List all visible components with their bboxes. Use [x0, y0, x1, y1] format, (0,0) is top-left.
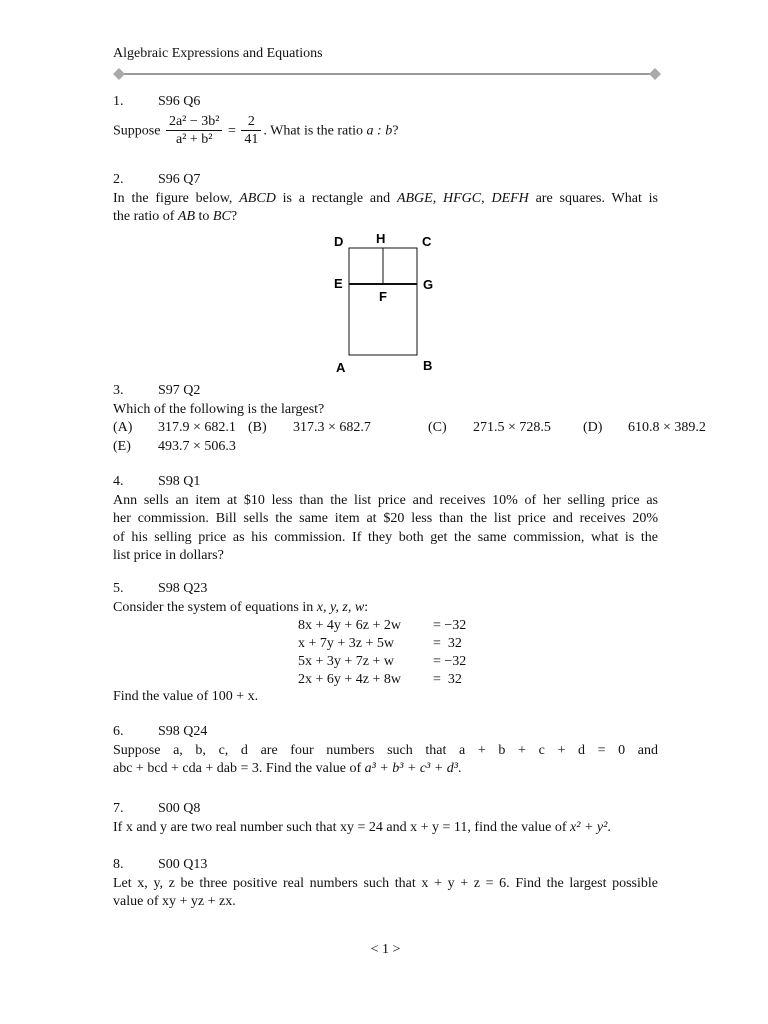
- fraction-right: [241, 114, 261, 149]
- question-code: S98 Q1: [158, 474, 201, 489]
- question-code: S00 Q8: [158, 801, 201, 816]
- question-2: [113, 171, 658, 227]
- label-bc: BC: [212, 209, 231, 224]
- punctuation: ,: [481, 190, 485, 206]
- ratio-expression: a : b: [366, 123, 393, 139]
- equation-lhs: 5x + 3y + 7z + w: [298, 654, 395, 669]
- text: If x and y are two real number such that xy = 24 and x + y = 11, find the value of: [113, 819, 567, 835]
- text: abc + bcd + cda + dab = 3. Find the value of: [113, 761, 362, 776]
- equation-rhs: = 32: [433, 636, 462, 651]
- question-text-line: Let x, y, z be three positive real numbers such that x + y + z = 6. Find the largest possible: [113, 875, 658, 891]
- option-value: 271.5 × 728.5: [473, 420, 551, 435]
- text: to: [198, 209, 210, 224]
- options-row: [113, 419, 706, 438]
- punctuation: ?: [230, 209, 238, 224]
- question-code: S96 Q7: [158, 172, 201, 187]
- text: Consider the system of equations in: [113, 599, 314, 615]
- denominator: a² + b²: [175, 131, 213, 147]
- question-1: [113, 93, 658, 149]
- option-value: 317.9 × 682.1: [158, 420, 236, 435]
- equation-row: [298, 671, 466, 689]
- label-d: D: [334, 234, 344, 249]
- question-code: S98 Q24: [158, 724, 208, 739]
- equation-lhs: 2x + 6y + 4z + 8w: [298, 672, 402, 687]
- question-text-line: [113, 208, 658, 227]
- label-defh: DEFH: [491, 190, 529, 206]
- rule-diamond-right: [649, 68, 661, 80]
- question-text: Suppose: [113, 123, 161, 139]
- text: are squares. What is: [535, 190, 659, 206]
- option-key: (B): [248, 420, 267, 435]
- punctuation: ?: [392, 123, 399, 139]
- expression: x² + y²: [570, 819, 608, 835]
- question-text-line: [113, 760, 658, 779]
- question-7: [113, 800, 658, 837]
- question-text: Find the value of 100 + x.: [113, 689, 259, 704]
- label-a: A: [336, 360, 346, 375]
- page: [113, 0, 706, 1024]
- equation-rhs: = −32: [433, 654, 467, 669]
- question-text-line: [113, 819, 658, 838]
- equation-lhs: 8x + 4y + 6z + 2w: [298, 618, 402, 633]
- rule-diamond-left: [113, 68, 125, 80]
- question-number: 2.: [113, 172, 124, 187]
- question-text-line: list price in dollars?: [113, 548, 224, 563]
- text: the ratio of: [113, 209, 175, 224]
- option-value: 493.7 × 506.3: [158, 438, 236, 454]
- options-row: [113, 438, 658, 457]
- question-number: 1.: [113, 94, 124, 109]
- page-number: < 1 >: [370, 942, 401, 957]
- question-text-line: value of xy + yz + zx.: [113, 894, 236, 909]
- punctuation: ,: [432, 190, 437, 206]
- question-text-line: of his selling price as his commission. If they both get the same commission, what is the: [113, 529, 658, 545]
- label-g: G: [423, 277, 434, 292]
- option-key: (A): [113, 420, 133, 435]
- question-3: [113, 382, 706, 456]
- equals-sign: =: [227, 123, 236, 139]
- question-text: . What is the ratio: [263, 123, 364, 139]
- numerator: 2: [241, 114, 261, 131]
- variables: x, y, z, w: [316, 599, 365, 615]
- option-value: 610.8 × 389.2: [628, 420, 706, 435]
- numerator: 2a² − 3b²: [166, 114, 223, 131]
- text: is a rectangle and: [282, 190, 391, 206]
- punctuation: .: [457, 761, 462, 776]
- question-text-line: Ann sells an item at $10 less than the list price and receives 10% of her selling price as: [113, 492, 658, 508]
- punctuation: .: [607, 819, 611, 835]
- question-number: 6.: [113, 724, 124, 739]
- equation-row: [298, 653, 466, 671]
- equation-system: [298, 617, 466, 689]
- option-key: (C): [428, 420, 447, 435]
- question-5: [113, 580, 658, 617]
- page-header: Algebraic Expressions and Equations: [113, 46, 323, 61]
- question-code: S97 Q2: [158, 383, 201, 398]
- label-c: C: [422, 234, 432, 249]
- header-rule: [113, 68, 661, 80]
- question-number: 5.: [113, 581, 124, 596]
- question-6: [113, 723, 658, 779]
- option-value: 317.3 × 682.7: [293, 420, 371, 435]
- question-number: 3.: [113, 383, 124, 398]
- option-key: (E): [113, 438, 131, 454]
- question-code: S00 Q13: [158, 857, 208, 872]
- label-h: H: [376, 231, 386, 246]
- equation-rhs: = 32: [433, 672, 462, 687]
- question-4: [113, 473, 658, 566]
- equation-row: [298, 617, 466, 635]
- equation-lhs: x + 7y + 3z + 5w: [298, 636, 395, 651]
- question-text-line: her commission. Bill sells the same item at $20 less than the list price and receives 20%: [113, 511, 658, 526]
- question-code: S98 Q23: [158, 581, 208, 596]
- question-text: [113, 599, 658, 618]
- question-number: 8.: [113, 857, 124, 872]
- denominator: 41: [244, 131, 259, 147]
- label-b: B: [423, 358, 433, 373]
- punctuation: :: [364, 599, 369, 615]
- question-number: 7.: [113, 801, 124, 816]
- label-abcd: ABCD: [239, 190, 276, 206]
- label-ab: AB: [177, 209, 196, 224]
- rectangle-figure: [328, 228, 463, 378]
- option-key: (D): [583, 420, 603, 435]
- question-8: [113, 856, 658, 912]
- equation-row: [298, 635, 466, 653]
- expression: a³ + b³ + c³ + d³: [364, 761, 458, 776]
- question-code: S96 Q6: [158, 94, 201, 109]
- equation-rhs: = −32: [433, 618, 467, 633]
- question-text-line: [113, 190, 658, 209]
- label-abge: ABGE: [396, 190, 433, 206]
- label-e: E: [334, 276, 343, 291]
- fraction-left: [166, 114, 223, 149]
- question-number: 4.: [113, 474, 124, 489]
- label-f: F: [379, 289, 387, 304]
- text: In the figure below,: [113, 190, 233, 206]
- label-hfgc: HFGC: [443, 190, 482, 206]
- question-text: Which of the following is the largest?: [113, 401, 325, 417]
- question-text-line: Suppose a, b, c, d are four numbers such that a + b + c + d = 0 and: [113, 742, 658, 758]
